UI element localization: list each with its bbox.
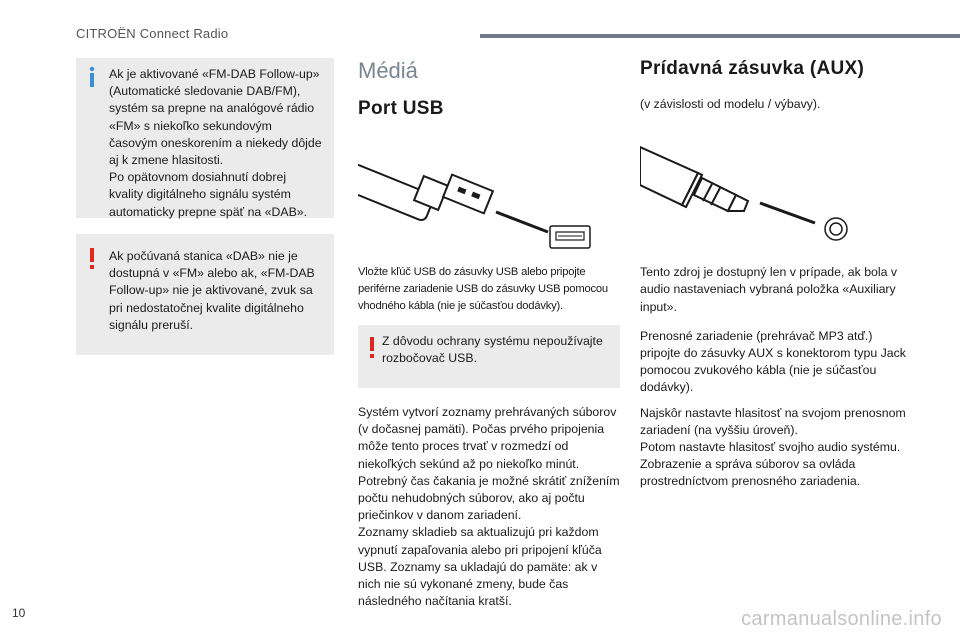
info-paragraph: Ak je aktivované «FM-DAB Follow-up» (Automatické sledovanie DAB/FM), systém sa prepne na analógové rádio «FM» s niekoľko sekundovým časovým oneskorením a niekedy dôjde aj k zmene hlasitosti. <box>109 67 322 168</box>
left-column <box>76 58 334 355</box>
info-icon <box>85 66 99 88</box>
aux-paragraph-3 <box>640 405 910 491</box>
usb-warning-box <box>358 325 620 388</box>
info-box <box>76 58 334 218</box>
info-paragraph: Po opätovnom dosiahnutí dobrej kvality digitálneho signálu systém automaticky prepne späť na «DAB». <box>109 170 308 219</box>
aux-paragraph-3-line: Potom nastavte hlasitosť svojho audio systému. <box>640 440 901 455</box>
aux-paragraph-1: Tento zdroj je dostupný len v prípade, ak bola v audio nastaveniach vybraná položka «Auxiliary input». <box>640 265 898 314</box>
usb-body-line: Systém vytvorí zoznamy prehrávaných súborov (v dočasnej pamäti). Počas prvého pripojenia môže tento proces trvať v rozmedzí od niekoľkých sekúnd až po niekoľko minút. <box>358 405 617 471</box>
usb-body-line: Zoznamy skladieb sa aktualizujú pri každom vypnutí zapaľovania alebo pri pripojení kľúča USB. Zoznamy sa ukladajú do pamäte: ak v nich nie sú vykonané zmeny, bude čas následného načítania kratší. <box>358 525 602 609</box>
usb-title: Port USB <box>358 98 444 119</box>
usb-illustration <box>358 120 620 252</box>
middle-column <box>358 58 620 610</box>
aux-title: Prídavná zásuvka (AUX) <box>640 58 865 79</box>
aux-paragraph-2: Prenosné zariadenie (prehrávač MP3 atď.) pripojte do zásuvky AUX s konektorom typu Jack pomocou zvukového kábla (nie je súčasťou dodávky). <box>640 328 906 395</box>
watermark: carmanualsonline.info <box>741 608 942 630</box>
warning-box <box>76 234 334 355</box>
warning-text: Ak počúvaná stanica «DAB» nie je dostupná v «FM» alebo ak, «FM-DAB Follow-up» nie je aktivované, zvuk sa pri nedostatočnej kvalite digitálneho signálu preruší. <box>109 249 315 332</box>
page-number: 10 <box>12 606 26 620</box>
aux-note: (v závislosti od modelu / výbavy). <box>640 97 821 111</box>
header-bar <box>480 34 960 38</box>
aux-paragraph-3-line: Zobrazenie a správa súborov sa ovláda prostredníctvom prenosného zariadenia. <box>640 457 861 489</box>
right-column <box>640 58 910 491</box>
section-title: Médiá <box>358 58 418 83</box>
warning-icon <box>85 248 99 270</box>
warning-icon <box>365 337 379 359</box>
usb-body-line: Potrebný čas čakania je možné skrátiť znížením počtu nehudobných súborov, ako aj počtu priečinkov v danom zariadení. <box>358 473 620 523</box>
header-title: CITROËN Connect Radio <box>76 26 229 41</box>
aux-jack-illustration <box>640 123 910 258</box>
aux-paragraph-3-line: Najskôr nastavte hlasitosť na svojom prenosnom zariadení (na vyššiu úroveň). <box>640 405 906 437</box>
usb-body <box>358 400 620 610</box>
usb-caption: Vložte kľúč USB do zásuvky USB alebo pripojte periférne zariadenie USB do zásuvky USB pomocou vhodného kábla (nie je súčasťou dodávky). <box>358 266 608 312</box>
usb-warning-text: Z dôvodu ochrany systému nepoužívajte rozbočovač USB. <box>382 334 603 366</box>
